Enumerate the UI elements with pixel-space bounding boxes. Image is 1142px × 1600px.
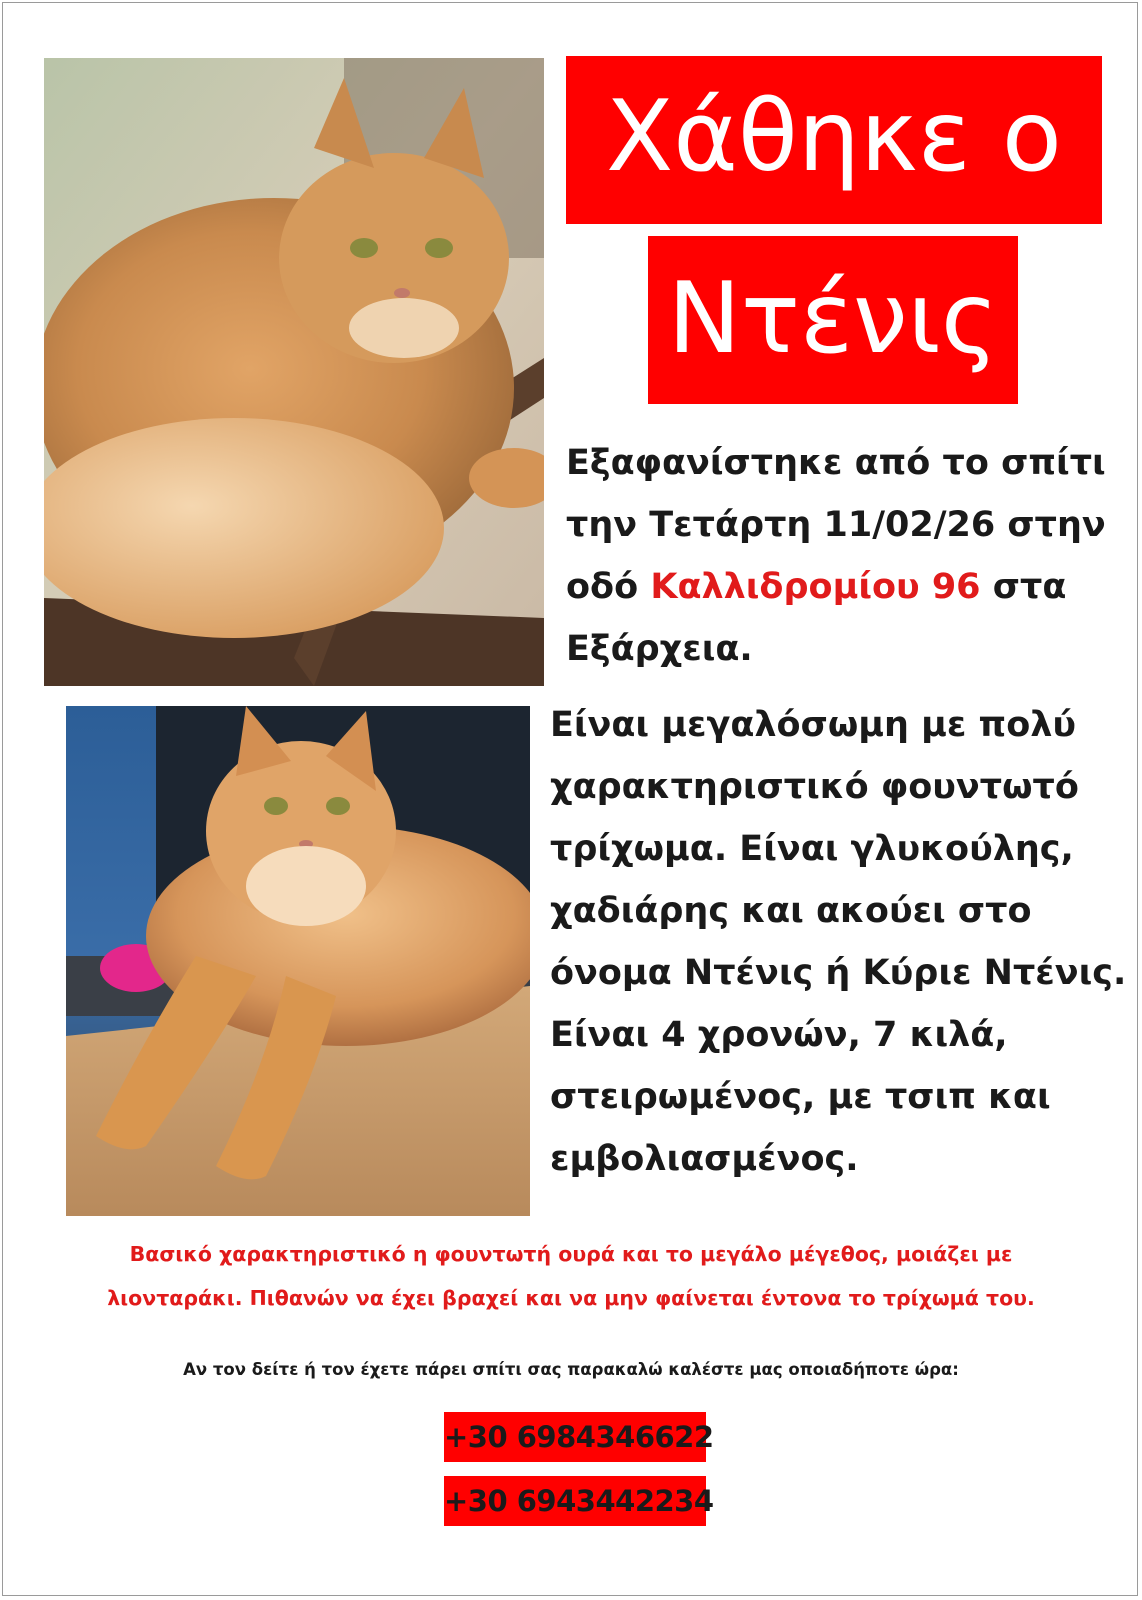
call-to-action: Αν τον δείτε ή τον έχετε πάρει σπίτι σας παρακαλώ καλέστε μας οποιαδήποτε ώρα: [183, 1360, 959, 1379]
note-line-2: λιονταράκι. Πιθανών να έχει βραχεί και να μην φαίνεται έντονα το τρίχωμά του. [107, 1286, 1035, 1310]
address-highlight: Καλλιδρομίου 96 [650, 567, 981, 607]
phone-number-2[interactable]: +30 6943442234 [444, 1476, 706, 1526]
para2-line-5: όνομα Ντένις ή Κύριε Ντένις. [550, 953, 1127, 993]
title-line-1: Χάθηκε ο [566, 56, 1102, 224]
para2-line-8: εμβολιασμένος. [550, 1139, 859, 1179]
phone-number-1[interactable]: +30 6984346622 [444, 1412, 706, 1462]
description-paragraph [550, 694, 1126, 1190]
para1-line-3-prefix: οδό [566, 567, 651, 607]
para2-line-1: Είναι μεγαλόσωμη με πολύ [550, 705, 1077, 745]
para1-line-3-suffix: στα [980, 567, 1067, 607]
para2-line-4: χαδιάρης και ακούει στο [550, 891, 1032, 931]
para2-line-6: Είναι 4 χρονών, 7 κιλά, [550, 1015, 1008, 1055]
para2-line-7: στειρωμένος, με τσιπ και [550, 1077, 1051, 1117]
note-line-1: Βασικό χαρακτηριστικό η φουντωτή ουρά και το μεγάλο μέγεθος, μοιάζει με [129, 1242, 1013, 1266]
para1-line-2: την Τετάρτη 11/02/26 στην [566, 505, 1106, 545]
title-line-2: Ντένις [648, 236, 1018, 404]
para1-line-3 [566, 556, 1106, 618]
disappearance-paragraph [566, 432, 1106, 680]
key-features-note [40, 1232, 1102, 1320]
cat-photo-on-desk [66, 706, 530, 1216]
para2-line-2: χαρακτηριστικό φουντωτό [550, 767, 1079, 807]
para1-line-1: Εξαφανίστηκε από το σπίτι [566, 443, 1106, 483]
para2-line-3: τρίχωμα. Είναι γλυκούλης, [550, 829, 1074, 869]
para1-line-4: Εξάρχεια. [566, 629, 753, 669]
cat-photo-on-chair [44, 58, 544, 686]
